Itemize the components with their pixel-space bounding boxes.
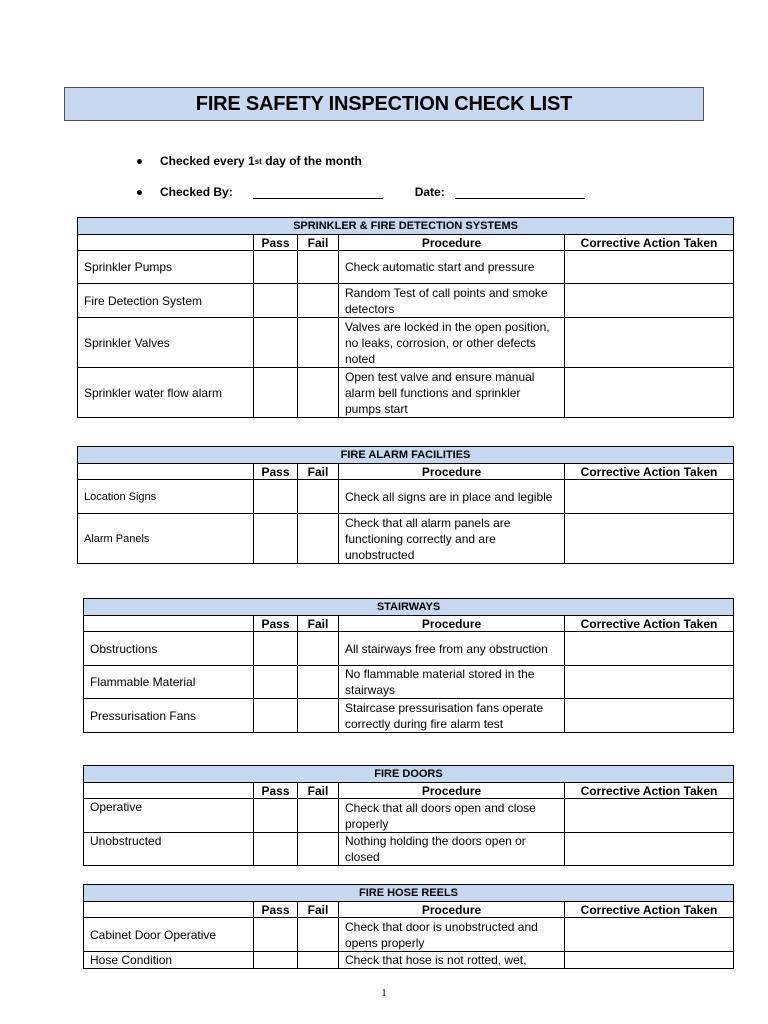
header-procedure: Procedure: [339, 616, 565, 632]
item-label: Location Signs: [78, 480, 254, 514]
document-title: FIRE SAFETY INSPECTION CHECK LIST: [64, 87, 704, 121]
header-corrective: Corrective Action Taken: [565, 464, 734, 480]
table-row: [78, 284, 734, 318]
item-label: Hose Condition: [84, 952, 254, 969]
fail-cell[interactable]: [298, 699, 339, 733]
fail-cell[interactable]: [298, 284, 339, 318]
corrective-cell[interactable]: [565, 799, 734, 833]
item-label: Flammable Material: [84, 666, 254, 699]
bullet-icon: [137, 159, 142, 164]
corrective-cell[interactable]: [565, 833, 734, 866]
checked-every-sup: st: [254, 156, 262, 166]
procedure-text: Check that all alarm panels are functioning correctly and are unobstructed: [339, 514, 565, 564]
procedure-text: Check automatic start and pressure: [339, 251, 565, 284]
pass-cell[interactable]: [254, 251, 298, 284]
procedure-text: Check that hose is not rotted, wet,: [339, 952, 565, 969]
fail-cell[interactable]: [298, 368, 339, 418]
pass-cell[interactable]: [254, 799, 298, 833]
table-row: [84, 833, 734, 866]
corrective-cell[interactable]: [565, 699, 734, 733]
corrective-cell[interactable]: [565, 952, 734, 969]
section-title: SPRINKLER & FIRE DETECTION SYSTEMS: [78, 218, 734, 235]
bullet-icon: [137, 190, 142, 195]
header-pass: Pass: [254, 235, 298, 251]
fail-cell[interactable]: [298, 251, 339, 284]
section-table-sprinkler: [77, 217, 734, 418]
checked-every-line: [137, 154, 362, 168]
corrective-cell[interactable]: [565, 318, 734, 368]
table-row: [84, 918, 734, 952]
checked-by-field[interactable]: [253, 186, 383, 199]
procedure-text: Check that all doors open and close properly: [339, 799, 565, 833]
section-table-fire-hose-reels: [83, 884, 734, 969]
fail-cell[interactable]: [298, 666, 339, 699]
header-pass: Pass: [254, 902, 298, 918]
pass-cell[interactable]: [254, 699, 298, 733]
corrective-cell[interactable]: [565, 480, 734, 514]
fail-cell[interactable]: [298, 514, 339, 564]
procedure-text: Open test valve and ensure manual alarm bell functions and sprinkler pumps start: [339, 368, 565, 418]
header-procedure: Procedure: [339, 783, 565, 799]
header-item: [78, 464, 254, 480]
section-title: FIRE ALARM FACILITIES: [78, 447, 734, 464]
item-label: Alarm Panels: [78, 514, 254, 564]
section-title: FIRE HOSE REELS: [84, 885, 734, 902]
item-label: Fire Detection System: [78, 284, 254, 318]
pass-cell[interactable]: [254, 632, 298, 666]
table-row: [84, 666, 734, 699]
table-row: [84, 952, 734, 969]
corrective-cell[interactable]: [565, 666, 734, 699]
table-row: [78, 514, 734, 564]
checked-by-line: [137, 185, 585, 199]
fail-cell[interactable]: [298, 632, 339, 666]
section-title: STAIRWAYS: [84, 599, 734, 616]
header-fail: Fail: [298, 235, 339, 251]
item-label: Operative: [84, 799, 254, 833]
fail-cell[interactable]: [298, 952, 339, 969]
pass-cell[interactable]: [254, 368, 298, 418]
section-table-fire-doors: [83, 765, 734, 866]
table-row: [78, 318, 734, 368]
header-fail: Fail: [298, 902, 339, 918]
header-item: [78, 235, 254, 251]
table-row: [84, 699, 734, 733]
table-row: [78, 480, 734, 514]
header-item: [84, 902, 254, 918]
section-table-stairways: [83, 598, 734, 733]
pass-cell[interactable]: [254, 952, 298, 969]
item-label: Sprinkler water flow alarm: [78, 368, 254, 418]
header-corrective: Corrective Action Taken: [565, 783, 734, 799]
procedure-text: Check all signs are in place and legible: [339, 480, 565, 514]
header-fail: Fail: [298, 783, 339, 799]
date-label: Date:: [414, 185, 445, 199]
header-corrective: Corrective Action Taken: [565, 235, 734, 251]
pass-cell[interactable]: [254, 833, 298, 866]
procedure-text: All stairways free from any obstruction: [339, 632, 565, 666]
pass-cell[interactable]: [254, 666, 298, 699]
corrective-cell[interactable]: [565, 251, 734, 284]
fail-cell[interactable]: [298, 833, 339, 866]
header-fail: Fail: [298, 616, 339, 632]
procedure-text: Random Test of call points and smoke detectors: [339, 284, 565, 318]
procedure-text: Valves are locked in the open position, no leaks, corrosion, or other defects noted: [339, 318, 565, 368]
section-title: FIRE DOORS: [84, 766, 734, 783]
header-procedure: Procedure: [339, 235, 565, 251]
corrective-cell[interactable]: [565, 632, 734, 666]
pass-cell[interactable]: [254, 514, 298, 564]
item-label: Pressurisation Fans: [84, 699, 254, 733]
item-label: Cabinet Door Operative: [84, 918, 254, 952]
fail-cell[interactable]: [298, 918, 339, 952]
checked-by-label: Checked By:: [160, 185, 233, 199]
header-pass: Pass: [254, 616, 298, 632]
header-procedure: Procedure: [339, 464, 565, 480]
procedure-text: No flammable material stored in the stairways: [339, 666, 565, 699]
header-item: [84, 783, 254, 799]
fail-cell[interactable]: [298, 480, 339, 514]
item-label: Sprinkler Pumps: [78, 251, 254, 284]
table-row: [78, 368, 734, 418]
item-label: Unobstructed: [84, 833, 254, 866]
procedure-text: Nothing holding the doors open or closed: [339, 833, 565, 866]
section-table-fire-alarm: [77, 446, 734, 564]
header-procedure: Procedure: [339, 902, 565, 918]
corrective-cell[interactable]: [565, 918, 734, 952]
item-label: Sprinkler Valves: [78, 318, 254, 368]
table-row: [84, 632, 734, 666]
procedure-text: Staircase pressurisation fans operate correctly during fire alarm test: [339, 699, 565, 733]
header-corrective: Corrective Action Taken: [565, 616, 734, 632]
date-field[interactable]: [455, 186, 585, 199]
table-row: [84, 799, 734, 833]
pass-cell[interactable]: [254, 918, 298, 952]
corrective-cell[interactable]: [565, 284, 734, 318]
header-pass: Pass: [254, 464, 298, 480]
header-item: [84, 616, 254, 632]
header-pass: Pass: [254, 783, 298, 799]
pass-cell[interactable]: [254, 480, 298, 514]
checked-every-suffix: day of the month: [261, 154, 362, 168]
checked-every-prefix: Checked every 1: [160, 154, 255, 168]
table-row: [78, 251, 734, 284]
header-corrective: Corrective Action Taken: [565, 902, 734, 918]
corrective-cell[interactable]: [565, 368, 734, 418]
fail-cell[interactable]: [298, 799, 339, 833]
corrective-cell[interactable]: [565, 514, 734, 564]
item-label: Obstructions: [84, 632, 254, 666]
procedure-text: Check that door is unobstructed and opens properly: [339, 918, 565, 952]
fail-cell[interactable]: [298, 318, 339, 368]
pass-cell[interactable]: [254, 318, 298, 368]
page-number: 1: [381, 987, 387, 999]
pass-cell[interactable]: [254, 284, 298, 318]
header-fail: Fail: [298, 464, 339, 480]
